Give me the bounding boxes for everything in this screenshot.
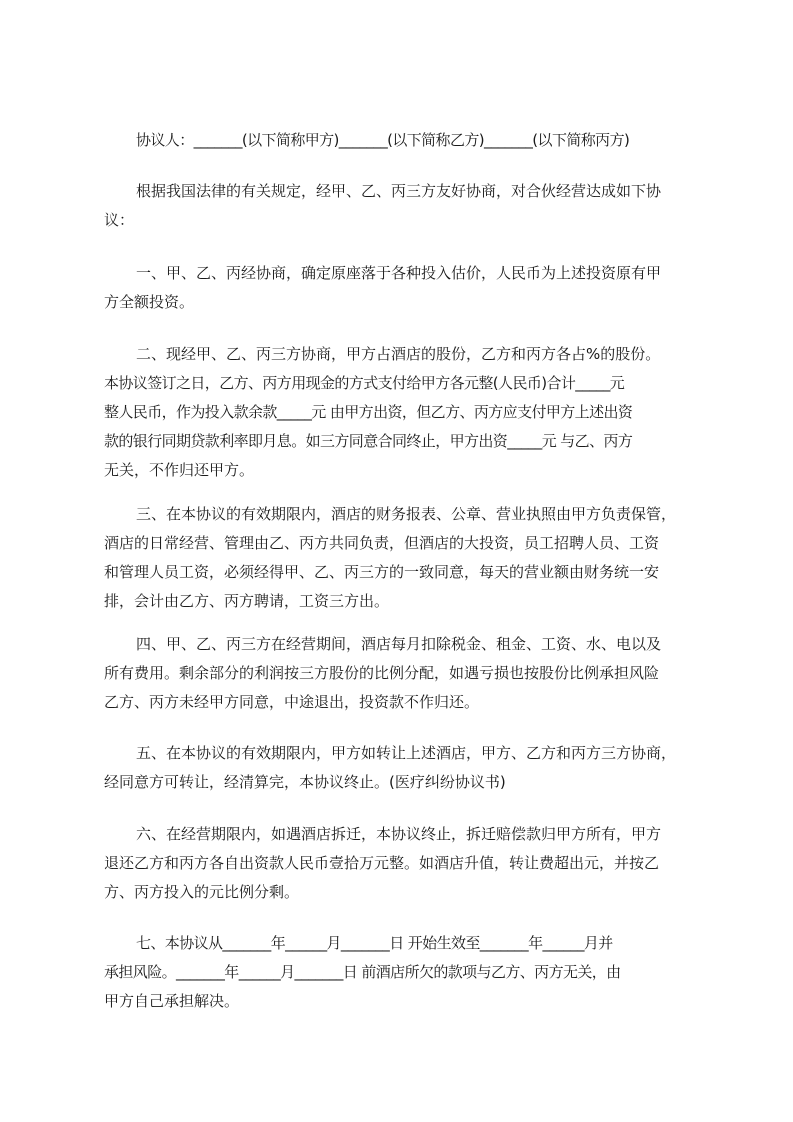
clause-6-line-1: 六、在经营期限内，如遇酒店拆迁，本协议终止，拆迁赔偿款归甲方所有，甲方 bbox=[136, 825, 662, 843]
clause-7 bbox=[104, 929, 716, 1016]
clause-4-line-2: 所有费用。剩余部分的利润按三方股份的比例分配，如遇亏损也按股份比例承担风险 bbox=[104, 664, 660, 682]
clause-4-line-3: 乙方、丙方未经甲方同意，中途退出，投资款不作归还。 bbox=[104, 693, 480, 711]
clause-6-line-2: 退还乙方和丙方各自出资款人民币壹拾万元整。如酒店升值，转让费超出元，并按乙 bbox=[104, 854, 660, 872]
clause-1 bbox=[104, 259, 716, 317]
clause-7-line-1: 七、本协议从_______年______月_______日 开始生效至_______年______月并 bbox=[136, 934, 613, 952]
clause-3-line-1: 三、在本协议的有效期限内，酒店的财务报表、公章、营业执照由甲方负责保管， bbox=[136, 505, 677, 523]
clause-6 bbox=[104, 820, 716, 907]
clause-5 bbox=[104, 739, 716, 797]
clause-2-line-3: 整人民币，作为投入款余款_____元 由甲方出资，但乙方、丙方应支付甲方上述出资 bbox=[104, 403, 633, 421]
parties-header bbox=[104, 126, 716, 155]
clause-3 bbox=[104, 500, 716, 616]
intro-line-2: 议： bbox=[104, 211, 135, 229]
clause-6-line-3: 方、丙方投入的元比例分剩。 bbox=[104, 883, 300, 901]
clause-5-line-1: 五、在本协议的有效期限内，甲方如转让上述酒店，甲方、乙方和丙方三方协商， bbox=[136, 744, 677, 762]
clause-7-line-2: 承担风险。_______年______月_______日 前酒店所欠的款项与乙方、丙方无关，由 bbox=[104, 963, 621, 981]
intro-paragraph bbox=[104, 177, 716, 235]
clause-2-line-5: 无关，不作归还甲方。 bbox=[104, 461, 255, 479]
intro-line-1: 根据我国法律的有关规定，经甲、乙、丙三方友好协商，对合伙经营达成如下协 bbox=[136, 182, 662, 200]
clause-4 bbox=[104, 630, 716, 717]
clause-7-line-3: 甲方自己承担解决。 bbox=[104, 992, 240, 1010]
clause-5-line-2: 经同意方可转让，经清算完，本协议终止。(医疗纠纷协议书) bbox=[104, 773, 506, 791]
clause-2-line-1: 二、现经甲、乙、丙三方协商，甲方占酒店的股份，乙方和丙方各占%的股份。 bbox=[136, 345, 661, 363]
clause-3-line-4: 排，会计由乙方、丙方聘请，工资三方出。 bbox=[104, 592, 390, 610]
clause-2 bbox=[104, 340, 716, 485]
clause-1-line-2: 方全额投资。 bbox=[104, 293, 195, 311]
clause-2-line-4: 款的银行同期贷款利率即月息。如三方同意合同终止，甲方出资_____元 与乙、丙方 bbox=[104, 432, 633, 450]
clause-2-line-2: 本协议签订之日，乙方、丙方用现金的方式支付给甲方各元整(人民币)合计_____元 bbox=[104, 374, 625, 392]
clause-1-line-1: 一、甲、乙、丙经协商，确定原座落于各种投入估价，人民币为上述投资原有甲 bbox=[136, 264, 662, 282]
parties-line: 协议人：_______(以下简称甲方)_______(以下简称乙方)_______(以下简称丙方) bbox=[136, 131, 630, 149]
clause-4-line-1: 四、甲、乙、丙三方在经营期间，酒店每月扣除税金、租金、工资、水、电以及 bbox=[136, 635, 662, 653]
clause-3-line-2: 酒店的日常经营、管理由乙、丙方共同负责，但酒店的大投资，员工招聘人员、工资 bbox=[104, 534, 660, 552]
clause-3-line-3: 和管理人员工资，必须经得甲、乙、丙三方的一致同意，每天的营业额由财务统一安 bbox=[104, 563, 660, 581]
